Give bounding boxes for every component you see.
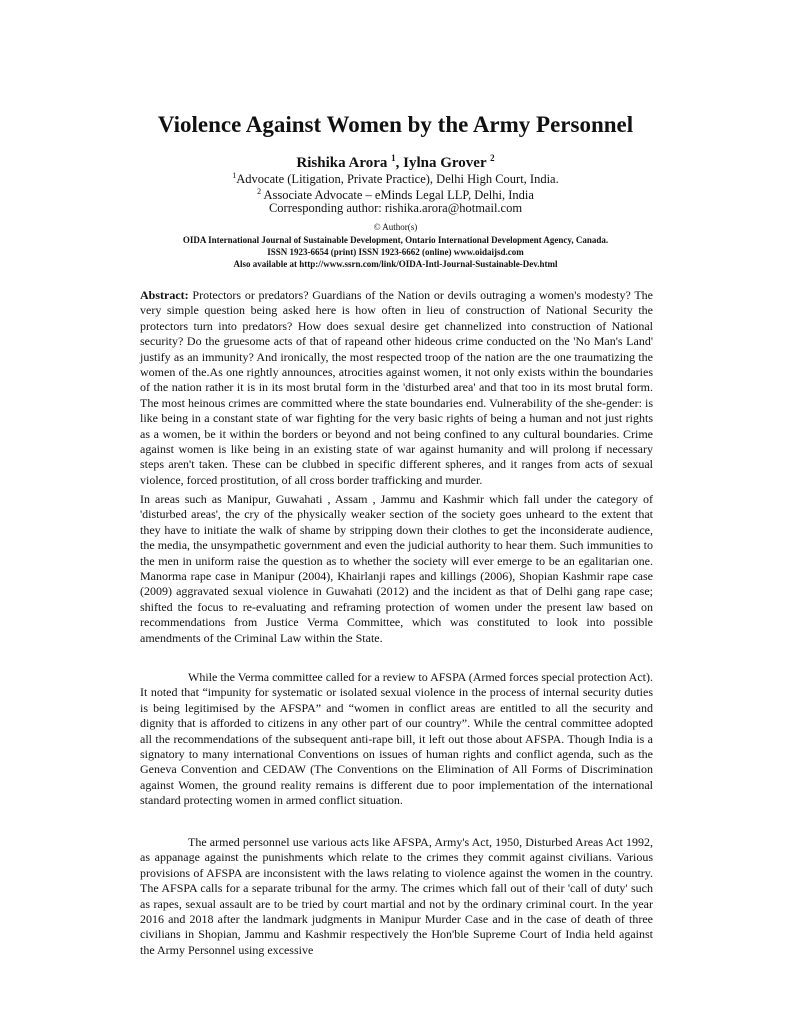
abstract-text: Protectors or predators? Guardians of the Nation or devils outraging a women's modesty? The very simple question being asked here is how often in lieu of construction of National Security the protectors turn into predators? How does sexual desire get channelized into construction of National security? Do the gruesome acts of that of rapeand other hideous crime conducted on the 'No Man's Land' justify as an immunity? And ironically, the most respected troop of the nation are the one traumatizing the women of the.As one rightly announces, atrocities against women, it not only exists within the boundaries of the nation rather it is in its most brutal form in the 'disturbed area' and that too in its most brutal form. The most heinous crimes are committed where the state boundaries end. Vulnerability of the she-gender: is like being in a constant state of war fighting for the very basic rights of being a human and not just rights as a women, be it within the borders or beyond and not being confined to any cultural boundaries. Crime against women is like being in an existing state of war against humanity and will prolong if necessary steps aren't taken. These can be clubbed in specific different spheres, and it ranges from acts of sexual violence, forced prostitution, of all cross border trafficking and murder. <box>140 288 653 487</box>
author-separator: , <box>395 155 404 171</box>
affiliation-2-text: Associate Advocate – eMinds Legal LLP, Delhi, India <box>261 188 534 203</box>
paper-title: Violence Against Women by the Army Personnel <box>157 112 634 137</box>
body-paragraph-1: In areas such as Manipur, Guwahati , Assam , Jammu and Kashmir which fall under the category of 'disturbed areas', the cry of the physically weaker section of the society goes unheard to the extent that they have to initiate the walk of shame by stripping down their clothes to get the inconsiderate audience, the media, the unsympathetic government and even the judicial authority to hear them. Such immunities to the men in uniform raise the question as to whether the society will ever emerge to be an egalitarian one. Manorma rape case in Manipur (2004), Khairlanji rapes and killings (2006), Shopian Kashmir rape case (2009) aggravated sexual violence in Guwahati (2012) and the incident as that of Delhi gang rape case; shifted the focus to re-evaluating and reframing protection of women under the present law based on recommendations from Justice Verma Committee, which was constituted to look into possible amendments of the Criminal Law within the State. <box>140 492 653 645</box>
corresponding-author: Corresponding author: rishika.arora@hotmail.com <box>268 201 523 215</box>
also-available-line: Also available at http://www.ssrn.com/link/OIDA-Intl-Journal-Sustainable-Dev.html <box>233 259 558 269</box>
issn-line: ISSN 1923-6654 (print) ISSN 1923-6662 (online) www.oidaijsd.com <box>267 247 524 257</box>
body-paragraph-2: While the Verma committee called for a review to AFSPA (Armed forces special protection Act). It noted that “impunity for systematic or isolated sexual violence in the process of internal security duties is being legitimised by the AFSPA” and “women in conflict areas are entitled to all the security and dignity that is afforded to citizens in any other part of our country”. While the central committee adopted all the recommendations of the subsequent anti-rape bill, it left out those about AFSPA. Though India is a signatory to many international Conventions on issues of human rights and conflict agenda, such as the Geneva Convention and CEDAW (The Conventions on the Elimination of All Forms of Discrimination against Women, the ground reality remains is different due to poor implementation of the international standard protecting women in armed conflict situation. <box>140 670 653 808</box>
copyright-notice: © Author(s) <box>373 222 418 232</box>
author-2-marker: 2 <box>490 153 495 163</box>
journal-info: OIDA International Journal of Sustainable Development, Ontario International Development Agency, Canada. <box>182 235 609 245</box>
abstract-label: Abstract: <box>140 288 189 302</box>
author-1-name: Rishika Arora <box>296 155 388 171</box>
affiliation-2-marker: 2 <box>257 187 262 196</box>
author-2-name: Iylna Grover <box>403 155 487 171</box>
affiliation-1-text: Advocate (Litigation, Private Practice), Delhi High Court, India. <box>236 172 559 187</box>
affiliation-1-marker: 1 <box>232 171 237 180</box>
body-paragraph-3: The armed personnel use various acts like AFSPA, Army's Act, 1950, Disturbed Areas Act 1992, as appanage against the punishments which relate to the crimes they commit against civilians. Various provisions of AFSPA are inconsistent with the laws relating to violence against the women in the country. The AFSPA calls for a separate tribunal for the army. The crimes which fall out of their 'call of duty' such as rapes, sexual assault are to be tried by court martial and not by the ordinary criminal court. In the year 2016 and 2018 after the landmark judgments in Manipur Murder Case and in the case of death of three civilians in Shopian, Jammu and Kashmir respectively the Hon'ble Supreme Court of India held against the Army Personnel using excessive <box>140 835 653 957</box>
author-1-marker: 1 <box>391 153 396 163</box>
abstract <box>140 288 653 488</box>
